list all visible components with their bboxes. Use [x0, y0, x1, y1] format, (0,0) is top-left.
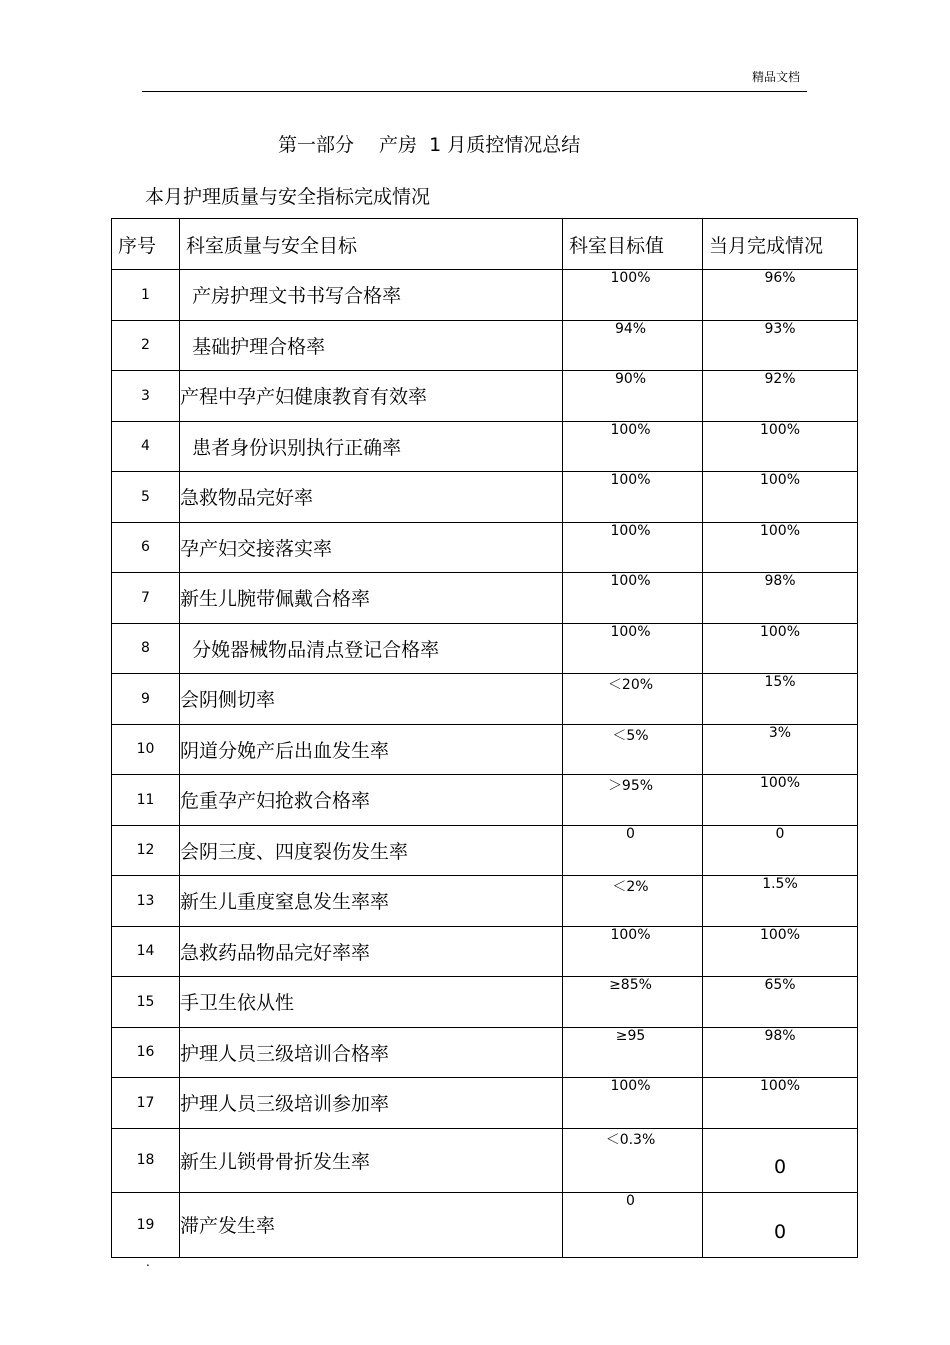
- row-actual-text: 96%: [764, 270, 796, 286]
- row-goal-text: 会阴三度、四度裂伤发生率: [180, 840, 409, 863]
- row-goal-cell: [180, 522, 563, 573]
- section-heading: 本月护理质量与安全指标完成情况: [145, 186, 431, 208]
- row-goal-cell: [180, 825, 563, 876]
- row-goal-text: 危重孕产妇抢救合格率: [180, 790, 371, 813]
- row-actual-cell: [703, 270, 858, 321]
- row-goal-text: 急救物品完好率: [180, 487, 314, 510]
- row-number-cell: [112, 775, 180, 826]
- row-goal-text: 滞产发生率: [180, 1215, 276, 1238]
- row-goal-text: 护理人员三级培训合格率: [180, 1042, 390, 1065]
- row-goal-text: 新生儿重度窒息发生率率: [180, 891, 390, 914]
- row-goal-text: 手卫生依从性: [180, 992, 295, 1015]
- row-actual-cell: [703, 876, 858, 927]
- row-number-text: 17: [136, 1094, 155, 1111]
- row-goal-text: 产房护理文书书写合格率: [180, 285, 402, 308]
- row-target-cell: [563, 1193, 703, 1258]
- table-row: [112, 371, 858, 422]
- row-target-text: ＜5%: [612, 727, 649, 744]
- row-goal-text: 孕产妇交接落实率: [180, 537, 333, 560]
- row-goal-text: 患者身份识别执行正确率: [180, 436, 402, 459]
- table-row: [112, 472, 858, 523]
- row-goal-cell: [180, 472, 563, 523]
- row-number-cell: [112, 674, 180, 725]
- row-goal-cell: [180, 1078, 563, 1129]
- table-row: [112, 825, 858, 876]
- row-goal-cell: [180, 724, 563, 775]
- row-number-text: 5: [141, 488, 150, 505]
- row-actual-text: 92%: [764, 371, 796, 387]
- row-target-cell: [563, 926, 703, 977]
- row-target-text: 0: [626, 1193, 635, 1209]
- row-number-cell: [112, 522, 180, 573]
- row-actual-cell: [703, 1027, 858, 1078]
- row-number-cell: [112, 1078, 180, 1129]
- row-target-text: ＞95%: [607, 778, 654, 794]
- row-goal-text: 新生儿腕带佩戴合格率: [180, 588, 371, 611]
- row-number-text: 4: [141, 438, 150, 455]
- row-number-cell: [112, 1193, 180, 1258]
- table-row: [112, 623, 858, 674]
- row-number-text: 7: [141, 589, 150, 606]
- row-actual-text: 100%: [759, 926, 801, 943]
- row-actual-text: 98%: [764, 1027, 796, 1044]
- row-target-text: 100%: [610, 926, 651, 943]
- row-number-text: 1: [141, 286, 150, 303]
- row-actual-cell: [703, 775, 858, 826]
- row-number-cell: [112, 320, 180, 371]
- table-row: [112, 724, 858, 775]
- row-number-cell: [112, 1027, 180, 1078]
- row-goal-cell: [180, 1193, 563, 1258]
- row-target-text: 0: [626, 825, 635, 842]
- row-number-text: 9: [141, 690, 150, 707]
- row-goal-cell: [180, 926, 563, 977]
- row-number-text: 15: [136, 993, 155, 1010]
- row-actual-cell: [703, 1128, 858, 1193]
- row-number-text: 8: [141, 640, 150, 657]
- header-cell-target: 科室目标值: [563, 219, 703, 270]
- row-actual-text: 100%: [759, 472, 801, 488]
- row-target-cell: [563, 573, 703, 624]
- row-target-cell: [563, 371, 703, 422]
- table-row: [112, 674, 858, 725]
- row-actual-text: 65%: [764, 977, 796, 993]
- table-header-row: [112, 219, 858, 270]
- row-actual-cell: [703, 674, 858, 725]
- row-target-cell: [563, 876, 703, 927]
- row-actual-text: 3%: [768, 724, 792, 741]
- row-target-text: ＜20%: [607, 677, 654, 693]
- row-actual-text: 100%: [759, 421, 801, 438]
- table-row: [112, 926, 858, 977]
- row-number-cell: [112, 825, 180, 876]
- row-actual-text: 100%: [759, 522, 801, 539]
- row-goal-text: 分娩器械物品清点登记合格率: [180, 638, 440, 661]
- row-goal-text: 基础护理合格率: [180, 335, 326, 358]
- table-row: [112, 876, 858, 927]
- row-target-text: 100%: [610, 421, 651, 438]
- row-actual-text: 100%: [759, 1078, 801, 1094]
- row-number-text: 14: [136, 943, 155, 960]
- row-actual-text: 0: [773, 1156, 787, 1179]
- row-actual-text: 15%: [764, 674, 796, 690]
- row-number-cell: [112, 1128, 180, 1193]
- row-actual-cell: [703, 1078, 858, 1129]
- row-goal-cell: [180, 421, 563, 472]
- row-target-cell: [563, 1027, 703, 1078]
- row-actual-cell: [703, 320, 858, 371]
- row-goal-text: 产程中孕产妇健康教育有效率: [180, 386, 428, 409]
- row-number-text: 10: [136, 741, 155, 758]
- row-goal-cell: [180, 623, 563, 674]
- row-actual-cell: [703, 724, 858, 775]
- row-number-cell: [112, 371, 180, 422]
- row-target-text: 90%: [614, 371, 647, 387]
- row-actual-cell: [703, 1193, 858, 1258]
- row-actual-cell: [703, 573, 858, 624]
- row-actual-text: 93%: [764, 320, 796, 337]
- row-actual-cell: [703, 926, 858, 977]
- table-row: [112, 1078, 858, 1129]
- row-target-text: 100%: [610, 573, 651, 589]
- row-target-cell: [563, 825, 703, 876]
- row-target-cell: [563, 977, 703, 1028]
- row-goal-cell: [180, 674, 563, 725]
- row-actual-text: 0: [773, 1220, 787, 1243]
- row-goal-cell: [180, 1027, 563, 1078]
- row-goal-cell: [180, 573, 563, 624]
- row-number-text: 11: [136, 791, 155, 808]
- row-number-cell: [112, 876, 180, 927]
- row-number-cell: [112, 724, 180, 775]
- quality-indicator-table: [111, 218, 858, 1258]
- row-number-text: 16: [136, 1044, 155, 1061]
- row-actual-cell: [703, 421, 858, 472]
- table-row: [112, 1027, 858, 1078]
- row-number-cell: [112, 472, 180, 523]
- table-row: [112, 977, 858, 1028]
- row-goal-text: 新生儿锁骨骨折发生率: [180, 1150, 371, 1173]
- row-number-cell: [112, 977, 180, 1028]
- row-actual-cell: [703, 825, 858, 876]
- row-target-text: ≥85%: [609, 977, 652, 993]
- footer-mark: .: [146, 1255, 150, 1269]
- table-row: [112, 1128, 858, 1193]
- table-row: [112, 1193, 858, 1258]
- row-target-text: ＜0.3%: [605, 1131, 656, 1148]
- row-target-text: ≥95: [615, 1027, 646, 1044]
- row-number-cell: [112, 421, 180, 472]
- row-actual-text: 100%: [759, 623, 801, 640]
- row-target-text: 100%: [610, 270, 651, 286]
- table-row: [112, 421, 858, 472]
- row-target-cell: [563, 472, 703, 523]
- row-actual-cell: [703, 472, 858, 523]
- row-number-text: 3: [141, 387, 150, 404]
- row-target-cell: [563, 1128, 703, 1193]
- row-goal-cell: [180, 371, 563, 422]
- row-number-text: 12: [136, 842, 155, 859]
- row-target-text: 100%: [610, 522, 651, 539]
- row-actual-text: 100%: [759, 775, 801, 791]
- row-number-cell: [112, 926, 180, 977]
- row-actual-text: 98%: [764, 573, 796, 589]
- row-goal-text: 会阴侧切率: [180, 689, 276, 712]
- row-number-text: 19: [136, 1216, 155, 1233]
- row-goal-cell: [180, 977, 563, 1028]
- row-number-text: 6: [141, 539, 150, 556]
- row-target-cell: [563, 775, 703, 826]
- row-number-cell: [112, 573, 180, 624]
- row-goal-cell: [180, 876, 563, 927]
- row-goal-text: 护理人员三级培训参加率: [180, 1093, 390, 1116]
- row-number-cell: [112, 270, 180, 321]
- header-divider: [142, 91, 807, 92]
- table-row: [112, 775, 858, 826]
- row-goal-text: 急救药品物品完好率率: [180, 941, 371, 964]
- row-actual-cell: [703, 371, 858, 422]
- row-goal-cell: [180, 775, 563, 826]
- header-cell-number: 序号: [112, 219, 180, 270]
- row-target-text: 100%: [610, 472, 651, 488]
- header-cell-goal: 科室质量与安全目标: [180, 219, 563, 270]
- row-goal-cell: [180, 320, 563, 371]
- row-target-cell: [563, 674, 703, 725]
- row-goal-cell: [180, 270, 563, 321]
- document-title: 第一部分 产房 1 月质控情况总结: [278, 134, 581, 156]
- row-target-cell: [563, 270, 703, 321]
- row-target-text: ＜2%: [612, 879, 649, 895]
- row-target-cell: [563, 1078, 703, 1129]
- row-target-cell: [563, 724, 703, 775]
- row-target-text: 94%: [614, 320, 647, 337]
- row-target-cell: [563, 320, 703, 371]
- table-row: [112, 320, 858, 371]
- row-target-text: 100%: [610, 623, 651, 640]
- row-actual-text: 1.5%: [762, 876, 798, 892]
- row-number-text: 2: [141, 337, 150, 354]
- row-goal-cell: [180, 1128, 563, 1193]
- row-actual-cell: [703, 623, 858, 674]
- table-row: [112, 522, 858, 573]
- row-number-cell: [112, 623, 180, 674]
- row-target-cell: [563, 421, 703, 472]
- table-row: [112, 573, 858, 624]
- row-target-cell: [563, 623, 703, 674]
- row-actual-text: 0: [775, 825, 785, 842]
- page-header-label: 精品文档: [752, 70, 801, 84]
- table-row: [112, 270, 858, 321]
- row-target-cell: [563, 522, 703, 573]
- row-actual-cell: [703, 977, 858, 1028]
- row-target-text: 100%: [610, 1078, 651, 1094]
- row-number-text: 18: [136, 1152, 155, 1169]
- row-number-text: 13: [136, 892, 155, 909]
- header-cell-actual: 当月完成情况: [703, 219, 858, 270]
- row-goal-text: 阴道分娩产后出血发生率: [180, 739, 390, 762]
- row-actual-cell: [703, 522, 858, 573]
